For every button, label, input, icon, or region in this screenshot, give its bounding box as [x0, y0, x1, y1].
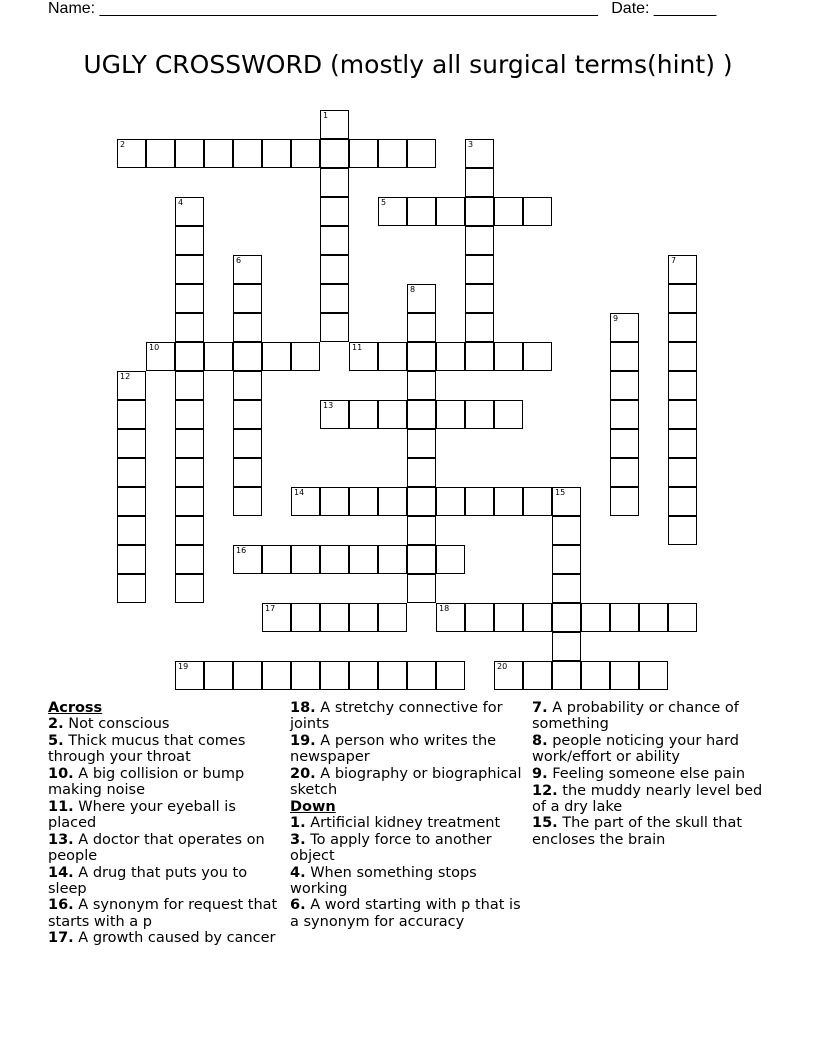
grid-cell[interactable] [494, 342, 523, 371]
grid-cell[interactable] [668, 255, 697, 284]
grid-cell[interactable] [668, 284, 697, 313]
grid-cell[interactable] [668, 400, 697, 429]
grid-cell[interactable] [465, 168, 494, 197]
grid-cell[interactable] [465, 197, 494, 226]
grid-cell[interactable] [610, 661, 639, 690]
clue-item [290, 865, 525, 897]
grid-cell[interactable] [320, 400, 349, 429]
grid-cell[interactable] [668, 487, 697, 516]
grid-cell[interactable] [291, 545, 320, 574]
clues-column-3 [532, 700, 772, 848]
grid-cell[interactable] [407, 197, 436, 226]
grid-cell[interactable] [175, 313, 204, 342]
grid-cell[interactable] [349, 342, 378, 371]
grid-cell[interactable] [262, 603, 291, 632]
grid-cell[interactable] [233, 255, 262, 284]
grid-cell[interactable] [668, 342, 697, 371]
grid-cell[interactable] [378, 603, 407, 632]
clue-item [48, 733, 283, 765]
grid-cell[interactable] [262, 342, 291, 371]
grid-cell[interactable] [233, 487, 262, 516]
clue-number: 20. [290, 765, 316, 782]
clue-text: Feeling someone else pain [552, 765, 746, 782]
grid-cell[interactable] [204, 139, 233, 168]
clue-number: 3. [290, 831, 306, 848]
clue-number: 14. [48, 864, 74, 881]
clue-number-label: 14 [294, 488, 305, 497]
grid-cell[interactable] [668, 458, 697, 487]
clue-number-label: 5 [381, 198, 387, 207]
grid-cell[interactable] [552, 574, 581, 603]
grid-cell[interactable] [320, 284, 349, 313]
grid-cell[interactable] [349, 487, 378, 516]
clue-item [48, 716, 283, 732]
grid-cell[interactable] [668, 516, 697, 545]
grid-cell[interactable] [436, 545, 465, 574]
clue-text: A doctor that operates on people [48, 831, 265, 864]
grid-cell[interactable] [233, 371, 262, 400]
clue-number: 8. [532, 732, 548, 749]
grid-cell[interactable] [320, 313, 349, 342]
grid-cell[interactable] [523, 661, 552, 690]
grid-cell[interactable] [465, 603, 494, 632]
grid-cell[interactable] [117, 545, 146, 574]
clue-text: the muddy nearly level bed of a dry lake [532, 782, 763, 815]
clue-number-label: 3 [468, 140, 474, 149]
grid-cell[interactable] [407, 371, 436, 400]
grid-cell[interactable] [175, 226, 204, 255]
clue-number-label: 4 [178, 198, 184, 207]
grid-cell[interactable] [610, 429, 639, 458]
clue-number-label: 12 [120, 372, 131, 381]
clue-number-label: 13 [323, 401, 334, 410]
grid-cell[interactable] [175, 284, 204, 313]
grid-cell[interactable] [175, 458, 204, 487]
clue-number: 12. [532, 782, 558, 799]
grid-cell[interactable] [494, 603, 523, 632]
grid-cell[interactable] [320, 197, 349, 226]
grid-cell[interactable] [233, 458, 262, 487]
clue-item [48, 832, 283, 864]
clue-number: 11. [48, 798, 74, 815]
grid-cell[interactable] [146, 139, 175, 168]
clue-text: The part of the skull that encloses the brain [532, 815, 743, 848]
grid-cell[interactable] [407, 545, 436, 574]
clue-number-label: 2 [120, 140, 126, 149]
grid-cell[interactable] [581, 603, 610, 632]
clue-text: To apply force to another object [290, 831, 492, 864]
clue-number: 10. [48, 765, 74, 782]
grid-cell[interactable] [465, 342, 494, 371]
grid-cell[interactable] [407, 661, 436, 690]
clue-number-label: 18 [439, 604, 450, 613]
clue-item [290, 815, 525, 831]
clue-number-label: 17 [265, 604, 276, 613]
clue-number: 9. [532, 765, 548, 782]
clues-column-1 [48, 700, 283, 947]
grid-cell[interactable] [523, 487, 552, 516]
clue-text: A word starting with p that is a synonym for accuracy [290, 897, 521, 930]
grid-cell[interactable] [407, 458, 436, 487]
grid-cell[interactable] [639, 661, 668, 690]
grid-cell[interactable] [494, 661, 523, 690]
grid-cell[interactable] [175, 487, 204, 516]
grid-cell[interactable] [117, 139, 146, 168]
grid-cell[interactable] [320, 487, 349, 516]
grid-cell[interactable] [523, 342, 552, 371]
clue-number: 17. [48, 930, 74, 947]
clue-number-label: 10 [149, 343, 160, 352]
grid-cell[interactable] [320, 545, 349, 574]
down-heading: Down [290, 798, 336, 815]
grid-cell[interactable] [291, 487, 320, 516]
grid-cell[interactable] [204, 661, 233, 690]
grid-cell[interactable] [465, 255, 494, 284]
grid-cell[interactable] [291, 342, 320, 371]
clue-text: Thick mucus that comes through your throat [48, 732, 246, 766]
clue-number: 18. [290, 700, 316, 716]
clue-number: 5. [48, 732, 64, 749]
grid-cell[interactable] [320, 603, 349, 632]
grid-cell[interactable] [262, 139, 291, 168]
grid-cell[interactable] [349, 139, 378, 168]
grid-cell[interactable] [175, 197, 204, 226]
grid-cell[interactable] [610, 313, 639, 342]
grid-cell[interactable] [117, 516, 146, 545]
grid-cell[interactable] [175, 516, 204, 545]
clue-item [48, 766, 283, 798]
grid-cell[interactable] [523, 197, 552, 226]
clue-text: When something stops working [290, 864, 477, 897]
grid-cell[interactable] [320, 168, 349, 197]
grid-cell[interactable] [610, 458, 639, 487]
grid-cell[interactable] [436, 603, 465, 632]
clue-number: 6. [290, 897, 306, 914]
grid-cell[interactable] [610, 342, 639, 371]
clue-text: A stretchy connective for joints [290, 700, 503, 733]
grid-cell[interactable] [175, 255, 204, 284]
grid-cell[interactable] [494, 487, 523, 516]
grid-cell[interactable] [552, 603, 581, 632]
clue-item [48, 897, 283, 929]
clue-number-label: 19 [178, 662, 189, 671]
grid-cell[interactable] [378, 400, 407, 429]
clue-number: 13. [48, 831, 74, 848]
grid-cell[interactable] [610, 400, 639, 429]
clue-item [532, 815, 772, 847]
grid-cell[interactable] [117, 487, 146, 516]
clue-item [290, 733, 525, 765]
clue-text: Not conscious [68, 716, 170, 733]
grid-cell[interactable] [610, 371, 639, 400]
clue-number-label: 15 [555, 488, 566, 497]
grid-cell[interactable] [668, 603, 697, 632]
clue-item [532, 783, 772, 815]
grid-cell[interactable] [291, 139, 320, 168]
grid-cell[interactable] [233, 400, 262, 429]
grid-cell[interactable] [349, 603, 378, 632]
clue-number: 7. [532, 700, 548, 716]
grid-cell[interactable] [320, 110, 349, 139]
grid-cell[interactable] [465, 400, 494, 429]
clue-item [48, 865, 283, 897]
grid-cell[interactable] [552, 661, 581, 690]
grid-cell[interactable] [581, 661, 610, 690]
clue-text: A probability or chance of something [532, 700, 739, 733]
grid-cell[interactable] [117, 371, 146, 400]
grid-cell[interactable] [523, 603, 552, 632]
grid-cell[interactable] [146, 342, 175, 371]
clue-number-label: 16 [236, 546, 247, 555]
grid-cell[interactable] [233, 342, 262, 371]
grid-cell[interactable] [465, 284, 494, 313]
clue-item [532, 700, 772, 732]
grid-cell[interactable] [407, 574, 436, 603]
grid-cell[interactable] [175, 661, 204, 690]
clue-text: A drug that puts you to sleep [48, 864, 248, 897]
clue-item [48, 930, 283, 946]
grid-cell[interactable] [320, 139, 349, 168]
grid-cell[interactable] [320, 661, 349, 690]
grid-cell[interactable] [175, 342, 204, 371]
grid-cell[interactable] [378, 139, 407, 168]
grid-cell[interactable] [233, 429, 262, 458]
clue-item [290, 700, 525, 732]
grid-cell[interactable] [233, 139, 262, 168]
date-field[interactable]: Date: _______ [611, 0, 717, 17]
grid-cell[interactable] [233, 313, 262, 342]
clue-text: A biography or biographical sketch [290, 765, 522, 799]
grid-cell[interactable] [175, 574, 204, 603]
grid-cell[interactable] [378, 342, 407, 371]
grid-cell[interactable] [436, 661, 465, 690]
clue-number-label: 7 [671, 256, 677, 265]
clue-number-label: 6 [236, 256, 242, 265]
grid-cell[interactable] [610, 603, 639, 632]
grid-cell[interactable] [262, 545, 291, 574]
across-heading: Across [48, 700, 103, 716]
clue-number: 16. [48, 897, 74, 914]
clue-number-label: 9 [613, 314, 619, 323]
clue-text: people noticing your hard work/effort or ability [532, 732, 739, 766]
grid-cell[interactable] [407, 313, 436, 342]
clue-number-label: 20 [497, 662, 508, 671]
page-title: UGLY CROSSWORD (mostly all surgical terms(hint) ) [83, 50, 733, 79]
clue-item [532, 766, 772, 782]
grid-cell[interactable] [465, 313, 494, 342]
clue-text: A synonym for request that starts with a p [48, 897, 278, 930]
clue-text: Where your eyeball is placed [48, 798, 236, 831]
grid-cell[interactable] [378, 545, 407, 574]
grid-cell[interactable] [465, 487, 494, 516]
grid-cell[interactable] [436, 487, 465, 516]
clue-item [290, 832, 525, 864]
grid-cell[interactable] [668, 429, 697, 458]
grid-cell[interactable] [668, 313, 697, 342]
clue-number-label: 8 [410, 285, 416, 294]
name-field[interactable]: Name: ________________________________________________________ [48, 0, 598, 17]
grid-cell[interactable] [407, 284, 436, 313]
grid-cell[interactable] [117, 574, 146, 603]
grid-cell[interactable] [291, 661, 320, 690]
grid-cell[interactable] [552, 516, 581, 545]
grid-cell[interactable] [494, 400, 523, 429]
grid-cell[interactable] [639, 603, 668, 632]
grid-cell[interactable] [407, 400, 436, 429]
grid-cell[interactable] [465, 139, 494, 168]
grid-cell[interactable] [407, 139, 436, 168]
grid-cell[interactable] [407, 429, 436, 458]
grid-cell[interactable] [117, 400, 146, 429]
clues-column-2 [290, 700, 525, 930]
grid-cell[interactable] [175, 545, 204, 574]
grid-cell[interactable] [552, 545, 581, 574]
grid-cell[interactable] [175, 139, 204, 168]
clue-text: A growth caused by cancer [78, 930, 276, 947]
grid-cell[interactable] [117, 458, 146, 487]
grid-cell[interactable] [378, 661, 407, 690]
grid-cell[interactable] [378, 487, 407, 516]
grid-cell[interactable] [436, 342, 465, 371]
grid-cell[interactable] [668, 371, 697, 400]
grid-cell[interactable] [233, 284, 262, 313]
clue-item [48, 799, 283, 831]
clue-number: 15. [532, 815, 558, 832]
grid-cell[interactable] [349, 400, 378, 429]
clue-text: A person who writes the newspaper [290, 732, 497, 766]
clue-number: 2. [48, 716, 64, 733]
grid-cell[interactable] [378, 197, 407, 226]
grid-cell[interactable] [349, 661, 378, 690]
clue-number: 4. [290, 864, 306, 881]
grid-cell[interactable] [407, 342, 436, 371]
grid-cell[interactable] [262, 661, 291, 690]
grid-cell[interactable] [233, 545, 262, 574]
grid-cell[interactable] [494, 197, 523, 226]
clue-text: Artificial kidney treatment [310, 814, 501, 831]
clue-number-label: 11 [352, 343, 363, 352]
grid-cell[interactable] [204, 342, 233, 371]
grid-cell[interactable] [349, 545, 378, 574]
grid-cell[interactable] [407, 516, 436, 545]
grid-cell[interactable] [407, 487, 436, 516]
grid-cell[interactable] [552, 487, 581, 516]
clue-item [290, 766, 525, 798]
clue-item [532, 733, 772, 765]
grid-cell[interactable] [320, 255, 349, 284]
grid-cell[interactable] [465, 226, 494, 255]
clue-text: A big collision or bump making noise [48, 765, 245, 799]
grid-cell[interactable] [291, 603, 320, 632]
grid-cell[interactable] [436, 400, 465, 429]
grid-cell[interactable] [175, 400, 204, 429]
clue-number: 19. [290, 732, 316, 749]
grid-cell[interactable] [175, 429, 204, 458]
clue-item [290, 897, 525, 929]
grid-cell[interactable] [320, 226, 349, 255]
clue-number-label: 1 [323, 111, 329, 120]
clue-number: 1. [290, 814, 306, 831]
grid-cell[interactable] [610, 487, 639, 516]
grid-cell[interactable] [552, 632, 581, 661]
grid-cell[interactable] [436, 197, 465, 226]
grid-cell[interactable] [175, 371, 204, 400]
grid-cell[interactable] [233, 661, 262, 690]
grid-cell[interactable] [117, 429, 146, 458]
